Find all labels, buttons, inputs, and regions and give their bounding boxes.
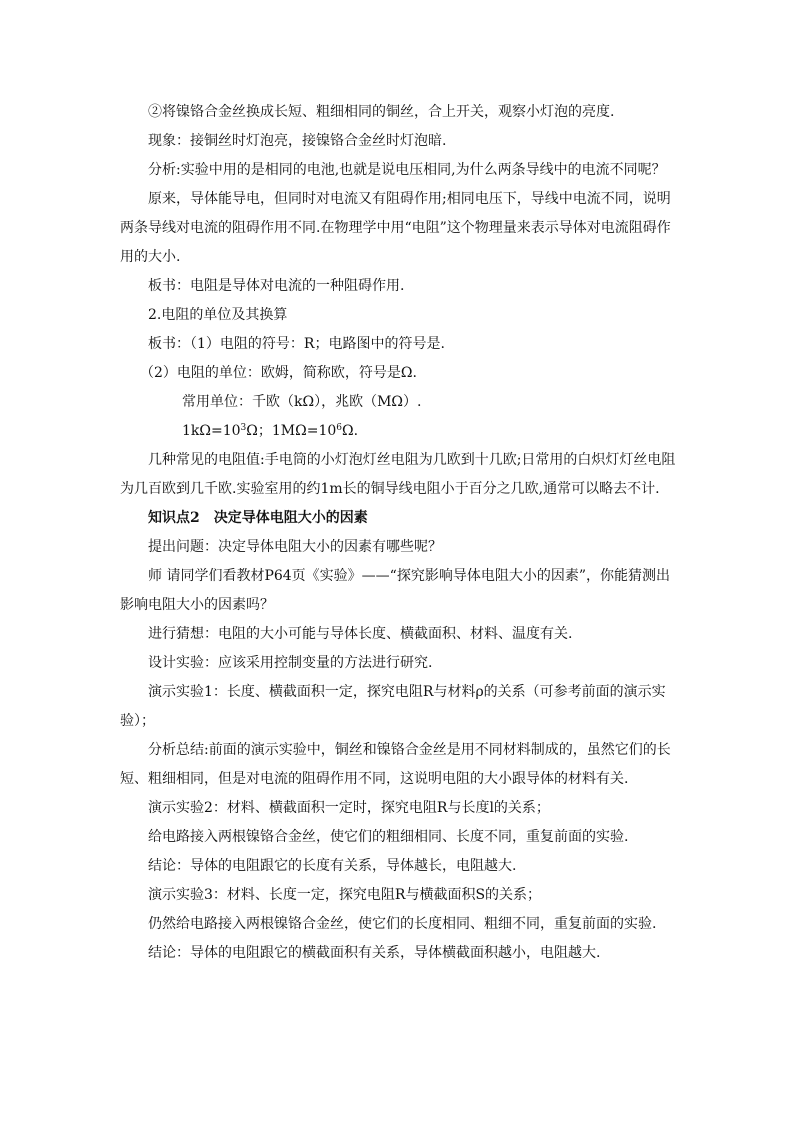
paragraph-question: 提出问题：决定导体电阻大小的因素有哪些呢？ <box>148 539 442 555</box>
conversion-part-3: Ω. <box>342 423 359 439</box>
paragraph-demo-3-setup: 仍然给电路接入两根镍铬合金丝，使它们的长度相同、粗细不同，重复前面的实验. <box>148 916 657 932</box>
paragraph-analysis: 分析:实验中用的是相同的电池,也就是说电压相同,为什么两条导线中的电流不同呢？ <box>148 162 666 178</box>
paragraph-demo-3: 演示实验3：材料、长度一定，探究电阻R与横截面积S的关系； <box>148 887 542 903</box>
paragraph-conclusion-1: 结论：导体的电阻跟它的长度有关系，导体越长，电阻越大. <box>148 858 517 874</box>
paragraph-demo-2: 演示实验2：材料、横截面积一定时，探究电阻R与长度l的关系； <box>148 800 550 816</box>
paragraph-design: 设计实验：应该采用控制变量的方法进行研究. <box>148 655 433 671</box>
paragraph-demo-1: 演示实验1：长度、横截面积一定，探究电阻R与材料ρ的关系（可参考前面的演示实验）； <box>120 684 666 729</box>
paragraph-demo-2-setup: 给电路接入两根镍铬合金丝，使它们的粗细相同、长度不同，重复前面的实验. <box>148 829 629 845</box>
section-heading-units: 2.电阻的单位及其换算 <box>148 307 288 323</box>
document-body <box>120 98 680 968</box>
paragraph-common-units: 常用单位：千欧（kΩ），兆欧（MΩ）. <box>182 394 422 410</box>
knowledge-point-heading <box>120 504 680 533</box>
conversion-exp-1: 3 <box>240 423 247 433</box>
paragraph-board-note-2: 板书：（1）电阻的符号：R；电路图中的符号是. <box>148 336 445 352</box>
paragraph-board-note-1: 板书：电阻是导体对电流的一种阻碍作用. <box>148 278 405 294</box>
paragraph-hypothesis: 进行猜想：电阻的大小可能与导体长度、横截面积、材料、温度有关. <box>148 626 573 642</box>
paragraph-explanation: 原来，导体能导电，但同时对电流又有阻碍作用;相同电压下，导线中电流不同，说明两条导线对电流的阻碍作用不同.在物理学中用“电阻”这个物理量来表示导体对电流阻碍作用的大小. <box>120 191 671 265</box>
paragraph-step-2: ②将镍铬合金丝换成长短、粗细相同的铜丝，合上开关，观察小灯泡的亮度. <box>148 104 615 120</box>
paragraph-summary: 分析总结:前面的演示实验中，铜丝和镍铬合金丝是用不同材料制成的，虽然它们的长短、粗细相同，但是对电流的阻碍作用不同，这说明电阻的大小跟导体的材料有关. <box>120 742 671 787</box>
knowledge-point-label: 知识点2 <box>148 510 200 526</box>
paragraph-common-values: 几种常见的电阻值:手电筒的小灯泡灯丝电阻为几欧到十几欧;日常用的白炽灯灯丝电阻为几百欧到几千欧.实验室用的约1m长的铜导线电阻小于百分之几欧,通常可以略去不计. <box>120 452 676 497</box>
paragraph-phenomenon: 现象：接铜丝时灯泡亮，接镍铬合金丝时灯泡暗. <box>148 133 447 149</box>
paragraph-unit: （2）电阻的单位：欧姆，简称欧，符号是Ω. <box>140 365 417 381</box>
conversion-exp-2: 6 <box>336 423 343 433</box>
paragraph-conclusion-2: 结论：导体的电阻跟它的横截面积有关系，导体横截面积越小，电阻越大. <box>148 945 601 961</box>
conversion-part-1: 1kΩ=10 <box>182 423 241 439</box>
conversion-part-2: Ω；1MΩ=10 <box>246 423 337 439</box>
knowledge-point-title: 决定导体电阻大小的因素 <box>213 510 368 526</box>
paragraph-conversion <box>120 417 680 446</box>
paragraph-teacher: 师 请同学们看教材P64页《实验》——“探究影响导体电阻大小的因素”，你能猜测出影响电阻大小的因素吗？ <box>120 568 670 613</box>
